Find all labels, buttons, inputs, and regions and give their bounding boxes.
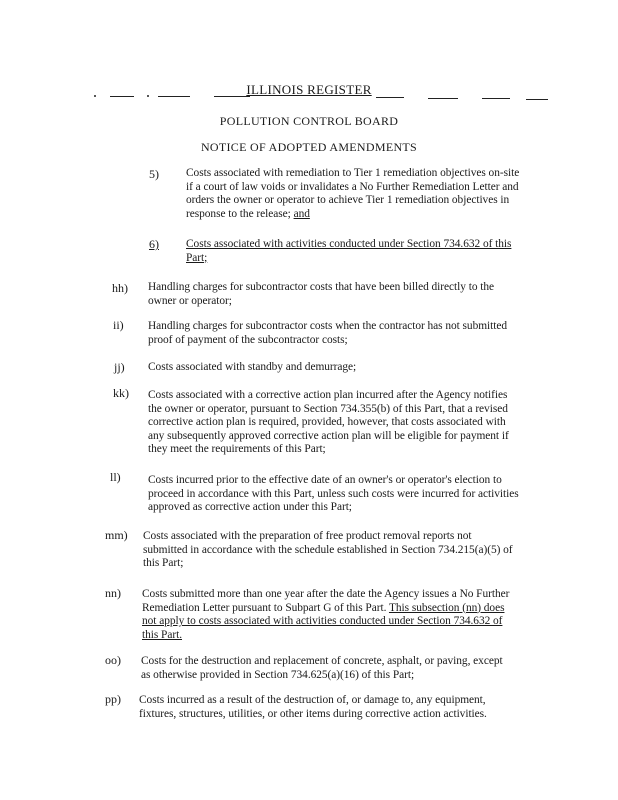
item-text-ll: Costs incurred prior to the effective date of an owner's or operator's election to proceed in accordance with this Part, unless such costs were incurred for activities approved as corrective action under this Part; bbox=[148, 474, 519, 514]
inserted-sentence-start: This subsection (nn) does bbox=[388, 601, 505, 614]
item-text-hh: Handling charges for subcontractor costs that have been billed directly to the owner or operator; bbox=[148, 281, 495, 307]
board-name: POLLUTION CONTROL BOARD bbox=[219, 114, 399, 128]
item-label-nn: nn) bbox=[105, 586, 121, 600]
item-text-6: Costs associated with activities conducted under Section 734.632 of this Part; bbox=[186, 238, 512, 264]
header-rule-segment bbox=[428, 98, 458, 99]
item-text-oo: Costs for the destruction and replacement of concrete, asphalt, or paving, except as otherwise provided in Section 734.625(a)(16) of this Part; bbox=[141, 655, 503, 681]
item-text-ii: Handling charges for subcontractor costs when the contractor has not submitted proof of payment of the subcontractor costs; bbox=[148, 320, 508, 346]
item-text-jj: Costs associated with standby and demurrage; bbox=[148, 361, 357, 373]
item-label-mm: mm) bbox=[105, 528, 128, 542]
item-text-mm: Costs associated with the preparation of free product removal reports not submitted in accordance with the schedule established in Section 734.215(a)(5) of this Part; bbox=[143, 530, 513, 570]
item-text-nn: Costs submitted more than one year after the date the Agency issues a No Further Remediation Letter pursuant to Subpart G of this Part. This subsection (nn) does not apply to costs associated with activities conducted under Section 734.632 of this Part. bbox=[142, 588, 552, 642]
item-label-5: 5) bbox=[149, 167, 159, 181]
item-label-6: 6) bbox=[149, 237, 159, 251]
item-text-kk: Costs associated with a corrective action plan incurred after the Agency notifies the owner or operator, pursuant to Section 734.355(b) of this Part, that a revised corrective action plan is required, provided, however, that costs associated with any subsequently approved corrective action plan will be eligible for payment if they meet the requirements of this Part; bbox=[148, 389, 509, 456]
inserted-and: and bbox=[293, 207, 310, 220]
item-label-oo: oo) bbox=[105, 653, 121, 667]
header-rule-segment bbox=[526, 99, 548, 100]
notice-heading: NOTICE OF ADOPTED AMENDMENTS bbox=[200, 140, 418, 154]
item-text-5: Costs associated with remediation to Tier 1 remediation objectives on-site if a court of law voids or invalidates a No Further Remediation Letter and orders the owner or operator to achieve Tier 1 remediation objectives in response to the release; and bbox=[186, 167, 520, 220]
item-label-ii: ii) bbox=[113, 318, 124, 332]
item-label-hh: hh) bbox=[112, 281, 128, 295]
item-text-pp: Costs incurred as a result of the destruction of, or damage to, any equipment, fixtures, structures, utilities, or other items during corrective action activities. bbox=[139, 694, 487, 720]
item-label-jj: jj) bbox=[114, 360, 125, 374]
item-label-ll: ll) bbox=[110, 470, 121, 484]
item-label-pp: pp) bbox=[105, 692, 121, 706]
item-label-kk: kk) bbox=[113, 386, 129, 400]
register-title: ILLINOIS REGISTER bbox=[246, 82, 372, 97]
header-rule-segment bbox=[482, 98, 510, 99]
inserted-sentence-line: this Part. bbox=[142, 628, 183, 641]
inserted-sentence-line: not apply to costs associated with activities conducted under Section 734.632 of bbox=[142, 615, 503, 628]
